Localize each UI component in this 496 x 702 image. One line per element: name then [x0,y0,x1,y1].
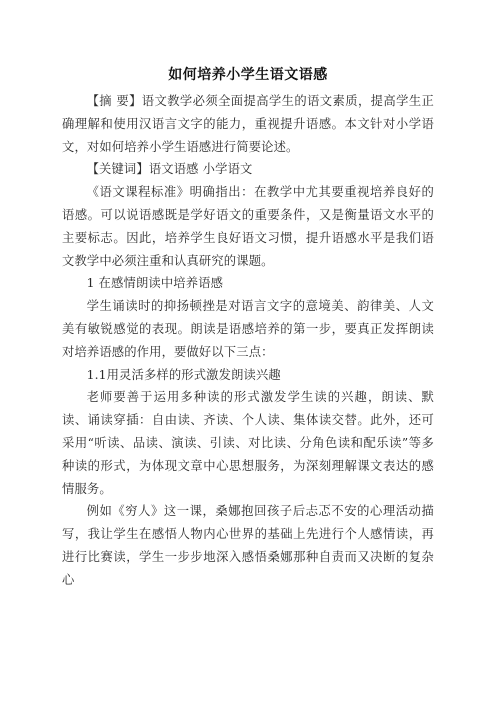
abstract-paragraph: 【摘 要】语文教学必须全面提高学生的语文素质，提高学生正确理解和使用汉语言文字的能力，重视提升语感。本文针对小学语文，对如何培养小学生语感进行简要论述。 [62,94,434,154]
section-heading-1: 1 在感情朗读中培养语感 [86,276,224,291]
example-paragraph: 例如《穷人》这一课，桑娜抱回孩子后忐忑不安的心理活动描写，我让学生在感悟人物内心世界的基础上先进行个人感情读，再进行比赛读，学生一步步地深入感悟桑娜那种自责而又决断的复杂心 [62,504,434,587]
intro-paragraph: 《语文课程标准》明确指出：在教学中尤其要重视培养良好的语感。可以说语感既是学好语文的重要条件，又是衡量语文水平的主要标志。因此，培养学生良好语文习惯，提升语感水平是我们语文教学中必须注重和认真研究的课题。 [62,185,434,268]
subsection-1-1-paragraph: 老师要善于运用多种读的形式激发学生读的兴趣，朗读、默读、诵读穿插：自由读、齐读、个人读、集体读交替。此外，还可采用“听读、品读、演读、引读、对比读、分角色读和配乐读”等多种读的形式，为体现文章中心思想服务，为深刻理解课文表达的感情服务。 [62,390,434,496]
document-title: 如何培养小学生语文语感 [168,67,328,83]
subsection-heading-1-1: 1.1用灵活多样的形式激发朗读兴趣 [86,367,281,382]
keywords-paragraph: 【关键词】语文语感 小学语文 [86,162,253,177]
section-1-paragraph: 学生诵读时的抑扬顿挫是对语言文字的意境美、韵律美、人文美有敏锐感觉的表现。朗读是语感培养的第一步，要真正发挥朗读对培养语感的作用，要做好以下三点： [62,299,434,359]
document-body [62,90,434,592]
